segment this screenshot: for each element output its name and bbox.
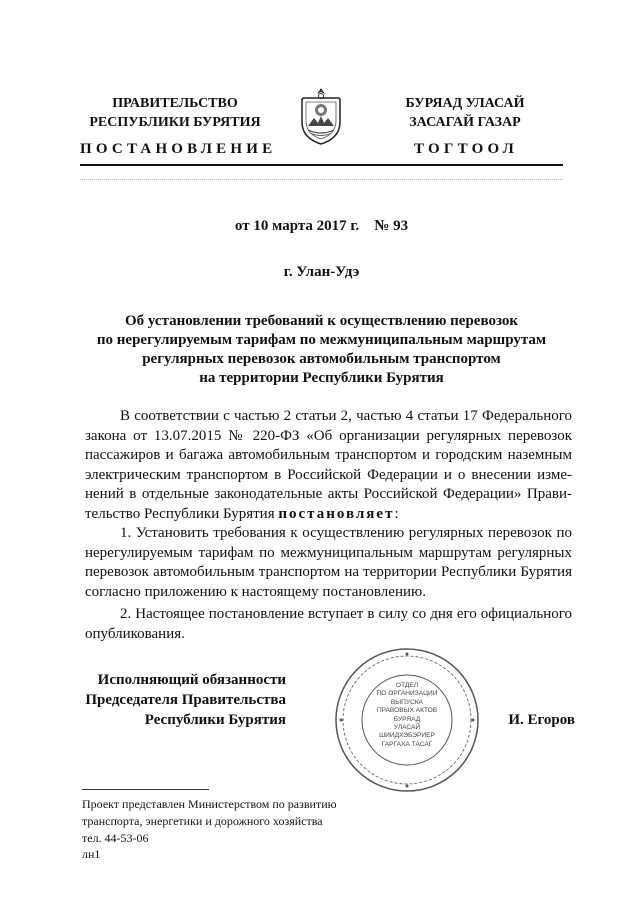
preamble-paragraph [85,407,572,524]
government-name-bua [365,94,565,132]
footer-note [82,796,337,847]
title-line: на территории Республики Бурятия [199,370,444,386]
seal-line: ВЫПУСКА [390,698,424,706]
footer-line: тел. 44-53-06 [82,831,149,845]
document-kind-bua: ТОГТООЛ [414,141,518,157]
footer-line: транспорта, энергетики и дорожного хозяйства [82,814,323,828]
title-line: по нерегулируемым тарифам по межмуниципальным маршрутам [96,332,547,348]
government-name-ru [60,94,290,132]
seal-line: ШИИДХЭБЭРИЕР [379,732,435,740]
footer-divider [82,789,209,790]
signatory-position [60,670,286,730]
header-divider [80,164,563,166]
seal-inscription [357,682,457,749]
official-seal-stamp [333,646,481,794]
resolution-keyword: постановляет [278,505,395,522]
government-line-2: РЕСПУБЛИКИ БУРЯТИЯ [89,115,261,130]
seal-line: УЛАСАЙ [393,724,421,732]
seal-line: ПО ОРГАНИЗАЦИИ [376,690,438,698]
clause-2: 2. Настоящее постановление вступает в силу со дня его официального опубликования. [85,606,572,642]
emblem-icon [298,86,344,146]
signatory-name: И. Егоров [508,712,575,728]
position-line: Председателя Правительства [85,692,286,708]
footer-line: Проект представлен Министерством по развитию [82,797,337,811]
document-code: лн1 [82,847,101,861]
government-line-1: ПРАВИТЕЛЬСТВО [112,96,238,111]
document-kind-ru: ПОСТАНОВЛЕНИЕ [80,141,277,157]
position-line: Исполняющий обязанности [97,672,286,688]
title-line: регулярных перевозок автомобильным транспортом [142,351,501,367]
seal-line: БУРЯАД [393,715,421,723]
coat-of-arms-emblem [298,86,344,146]
date-and-number: от 10 марта 2017 г. № 93 [234,218,409,234]
header-dotted-line [80,179,563,180]
city: г. Улан-Удэ [283,264,360,280]
title-line: Об установлении требований к осуществлению перевозок [124,313,519,329]
document-title [80,312,563,388]
seal-line: ГАРГАХА ТАСАГ [381,740,433,748]
government-line-2-bua: ЗАСАГАЙ ГАЗАР [409,115,521,130]
preamble-text: В соответствии с частью 2 статьи 2, частью 4 статьи 17 Федерального закона от 13.07.2015 № 220-ФЗ «Об организации регулярных перевозок пассажиров и багажа автомобильным транспортом и городским наземным электрическим транспортом в Российской Федерации и о внесении изменений в отдельные законодательные акты Российской Федерации» Правительство Республики Бурятия [85,408,572,522]
preamble-colon: : [394,505,399,522]
clause-1: 1. Установить требования к осуществлению регулярных перевозок по нерегулируемым тарифам по межмуниципальным маршрутам регулярных перевозок автомобильным транспортом на территории Республики Бурятия согласно приложению к настоящему постановлению. [85,525,572,600]
government-line-1-bua: БУРЯАД УЛАСАЙ [405,96,525,111]
seal-line: ПРАВОВЫХ АКТОВ [376,707,438,715]
seal-line: ОТДЕЛ [395,682,419,689]
position-line: Республики Бурятия [144,712,286,728]
